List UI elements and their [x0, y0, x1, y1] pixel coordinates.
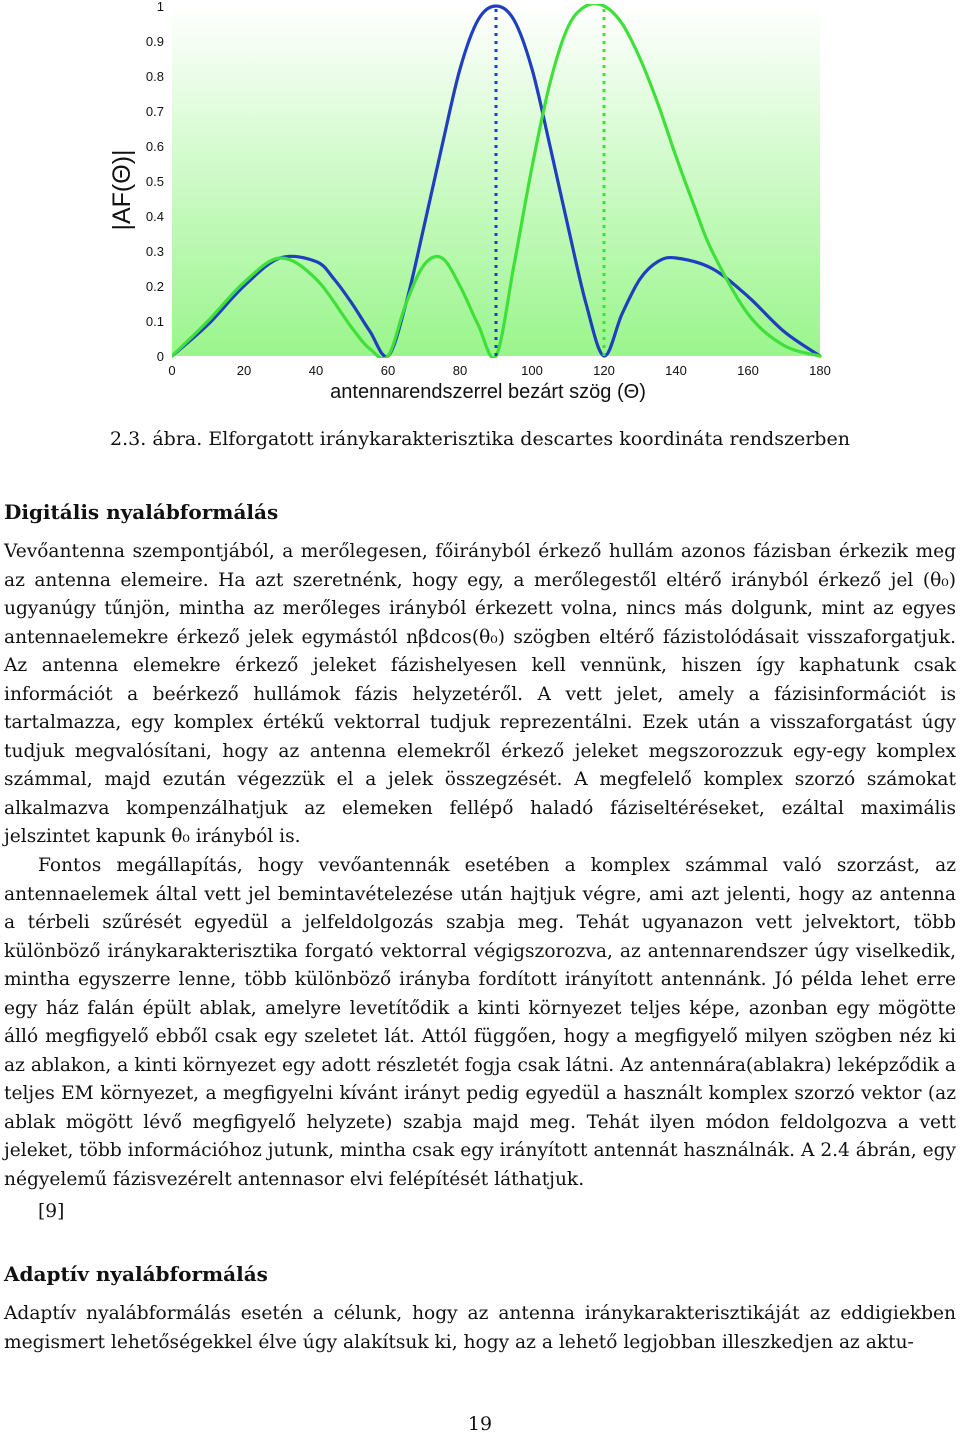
- y-tick-label: 0.4: [145, 209, 164, 224]
- y-tick-label: 0.9: [145, 34, 164, 49]
- x-tick-label: 120: [593, 363, 615, 378]
- x-tick-label: 100: [521, 363, 543, 378]
- y-axis-label: |AF(Θ)|: [108, 149, 136, 231]
- y-tick-label: 0.8: [145, 69, 164, 84]
- y-tick-label: 0.6: [145, 139, 164, 154]
- paragraph-digital-2: Fontos megállapítás, hogy vevőantennák esetében a komplex számmal való szorzást, az antennaelemek által vett jel bemintavételezése után hajtjuk végre, ami azt jelenti, hogy az antenna a térbeli szűrését egyedül a jelfeldolgozás szabja meg. Tehát ugyanazon vett jelvektort, több különböző iránykarakterisztika forgató vektorral végigszorozva, az antennarendszer úgy viselkedik, mintha egyszerre lenne, több különböző irányba fordított irányított antennánk. Jó példa lehet erre egy ház falán épült ablak, amelyre levetítődik a kinti környezet teljes képe, azonban egy mögötte álló megfigyelő ebből csak egy szeletet lát. Attól függően, hogy a megfigyelő milyen szögben néz ki az ablakon, a kinti környezet egy adott részletét fogja csak látni. Az antennára(ablakra) leképződik a teljes EM környezet, a megfigyelni kívánt irányt pedig egyedül a használt komplex szorzó vektor (az ablak mögött lévő megfigyelő helyzete) szabja majd meg. Tehát ilyen módon feldolgozva a vett jeleket, több információhoz jutunk, mintha csak egy irányított antennát használnák. A 2.4 ábrán, egy négyelemű fázisvezérelt antennasor elvi felépítését láthatjuk.: [4, 855, 956, 1190]
- x-tick-label: 160: [737, 363, 759, 378]
- y-tick-label: 0.1: [145, 314, 164, 329]
- x-tick-label: 40: [308, 363, 324, 378]
- x-tick-label: 60: [380, 363, 396, 378]
- antenna-pattern-chart: [0, 0, 960, 410]
- y-tick-label: 0.5: [145, 174, 164, 189]
- reference-digital: [9]: [38, 1201, 65, 1222]
- x-tick-label: 180: [809, 363, 831, 378]
- paragraph-digital-1: Vevőantenna szempontjából, a merőlegesen, főirányból érkező hullám azonos fázisban érkezik meg az antenna elemeire. Ha azt szeretnénk, hogy egy, a merőlegestől eltérő irányból érkező jel (θ₀) ugyanúgy tűnjön, mintha az merőleges irányból érkezett volna, nincs más dolgunk, mint az egyes antennaelemekre érkező jelek egymástól nβdcos(θ₀) szögben eltérő fázistolódásait visszaforgatjuk. Az antenna elemekre érkező jeleket fázishelyesen kell vennünk, hiszen így kaphatunk csak információt a beérkező hullámok fázis helyzetéről. A vett jelet, amely a fázisinformációt is tartalmazza, egy komplex értékű vektorral tudjuk reprezentálni. Ezek után a visszaforgatást úgy tudjuk megvalósítani, hogy az antenna elemekről érkező jeleket megszorozzuk egy-egy komplex számmal, majd ezután végezzük el a jelek összegzését. A megfelelő komplex szorzó számokat alkalmazva kompenzálhatjuk az elemeken fellépő haladó fáziseltéréseket, ezáltal maximális jelszintet kapunk θ₀ irányból is.: [4, 541, 956, 847]
- section-title-digital: Digitális nyalábformálás: [4, 500, 279, 524]
- x-tick-label: 0: [168, 363, 176, 378]
- x-tick-label: 20: [236, 363, 252, 378]
- y-tick-label: 0: [156, 349, 164, 364]
- figure-caption: 2.3. ábra. Elforgatott iránykarakterisztika descartes koordináta rendszerben: [110, 428, 850, 450]
- y-tick-label: 0.2: [145, 279, 164, 294]
- y-axis-ticks: [146, 0, 164, 364]
- x-axis-ticks: [168, 363, 830, 378]
- x-tick-label: 140: [665, 363, 687, 378]
- y-tick-label: 1: [156, 0, 164, 14]
- y-tick-label: 0.3: [145, 244, 164, 259]
- page-number: 19: [467, 1413, 493, 1435]
- x-axis-label: antennarendszerrel bezárt szög (Θ): [330, 381, 646, 403]
- section-title-adaptive: Adaptív nyalábformálás: [4, 1262, 268, 1286]
- paragraph-adaptive-1: Adaptív nyalábformálás esetén a célunk, hogy az antenna iránykarakterisztikáját az eddigiekben megismert lehetőségekkel élve úgy alakítsuk ki, hogy az a lehető legjobban illeszkedjen az aktu-: [4, 1303, 956, 1353]
- x-tick-label: 80: [452, 363, 468, 378]
- y-tick-label: 0.7: [145, 104, 164, 119]
